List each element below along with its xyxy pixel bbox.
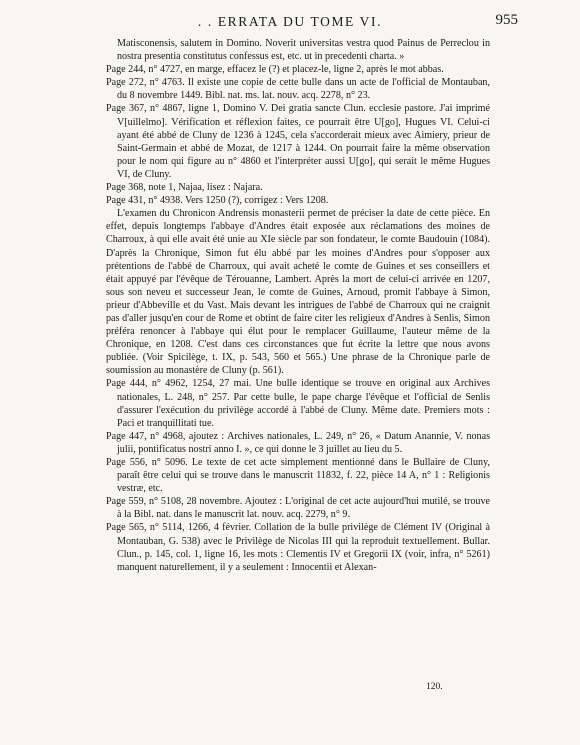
errata-entry: Page 444, n° 4962, 1254, 27 mai. Une bulle identique se trouve en original aux Archives nationales, L. 248, n° 257. Par cette bulle, le pape charge l'évêque et l'official de Senlis d'assurer l'exécution du privilège accordé à l'abbé de Cluny. Même date. Premiers mots : Paci et tranquillitati tue. xyxy=(106,378,490,429)
errata-entry: Page 244, n° 4727, en marge, effacez le (?) et placez-le, ligne 2, après le mot abbas. xyxy=(106,64,444,76)
errata-entry: Page 368, note 1, Najaa, lisez : Najara. xyxy=(106,182,263,194)
running-title: . . ERRATA DU TOME VI. xyxy=(197,14,383,29)
page-number: 955 xyxy=(495,12,518,28)
errata-body xyxy=(106,37,490,574)
errata-entry: Matisconensis, salutem in Domino. Noverit universitas vestra quod Painus de Perreclou in nostra presentia constitutus confessus est, etc. ut in precedenti charta. » xyxy=(117,38,490,63)
errata-entry: Page 447, n° 4968, ajoutez : Archives nationales, L. 249, n° 26, « Datum Anannie, V. nonas julii, pontificatus nostri anno I. », ce qui donne le 3 juillet au lieu du 5. xyxy=(106,430,490,455)
signature-mark: 120. xyxy=(426,682,443,692)
errata-entry: Page 559, n° 5108, 28 novembre. Ajoutez : L'original de cet acte aujourd'hui mutilé, se trouve à la Bibl. nat. dans le manuscrit lat. nouv. acq. 2279, n° 9. xyxy=(106,496,490,521)
errata-entry: L'examen du Chronicon Andrensis monasterii permet de préciser la date de cette pièce. En effet, depuis longtemps l'abbaye d'Andres était exposée aux réclamations des moines de Charroux, à qui elle avait été unie au XIe siècle par son fondateur, le comte Baudouin (1084). D'après la Chronique, Simon fut élu abbé par les moines d'Andres pour s'opposer aux prétentions de l'abbé de Charroux, qui avait acheté le comte de Guines et ses conseillers et était appuyé par l'évêque de Térouanne, Lambert. Après la mort de celui-ci arrivée en 1207, sous son neveu et successeur Jean, le comte de Guines, Arnoud, promit l'abbaye à Simon, prieur d'Abbeville et du Vast. Mais devant les intrigues de l'abbé de Charroux qui ne craignit pas d'aller jusqu'en cour de Rome et obtint de faire citer les religieux d'Andres à Senlis, Simon préféra renoncer à l'abbaye qui élut pour le remplacer Guillaume, l'auteur même de la Chronique, en 1208. C'est dans ces circonstances que fut écrite la lettre que nous avons publiée. (Voir Spicilège, t. IX, p. 543, 560 et 565.) Une phrase de la Chronique parle de soumission au monastère de Cluny (p. 561). xyxy=(106,208,490,377)
errata-entry: Page 431, n° 4938. Vers 1250 (?), corrigez : Vers 1208. xyxy=(106,195,329,207)
errata-entry: Page 565, n° 5114, 1266, 4 février. Collation de la bulle privilège de Clément IV (Original à Montauban, G. 538) avec le Privilège de Nicolas III qui la reproduit textuellement. Bullar. Clun., p. 145, col. 1, ligne 16, les mots : Clementis IV et Gregorii IX (voir, infra, n° 5261) manquent naturellement, il y a seulement : Innocentii et Alexan- xyxy=(106,522,490,573)
errata-entry: Page 272, n° 4763. Il existe une copie de cette bulle dans un acte de l'official de Montauban, du 8 novembre 1449. Bibl. nat. ms. lat. nouv. acq. 2278, n° 23. xyxy=(106,77,490,102)
errata-entry: Page 367, n° 4867, ligne 1, Domino V. Dei gratia sancte Clun. ecclesie pastore. J'ai imprimé V[uillelmo]. Vérification et réflexion faites, ce pourrait être U[go], Hugues VI. Celui-ci ayant été abbé de Cluny de 1236 à 1245, cela s'accorderait mieux avec Aimiery, prieur de Saint-Germain et abbé de Mozat, de 1217 à 1244. On pourrait faire la même observation pour le nom qui figure au n° 4860 et l'interpréter aussi U[go], qui serait le même Hugues VI, de Cluny. xyxy=(106,103,490,180)
errata-entry: Page 556, n° 5096. Le texte de cet acte simplement mentionné dans le Bullaire de Cluny, paraît être celui qui se trouve dans le manuscrit 11832, f. 22, pièce 14 A, n° 1 : Religionis vestræ, etc. xyxy=(106,457,490,495)
page-header xyxy=(0,12,580,32)
